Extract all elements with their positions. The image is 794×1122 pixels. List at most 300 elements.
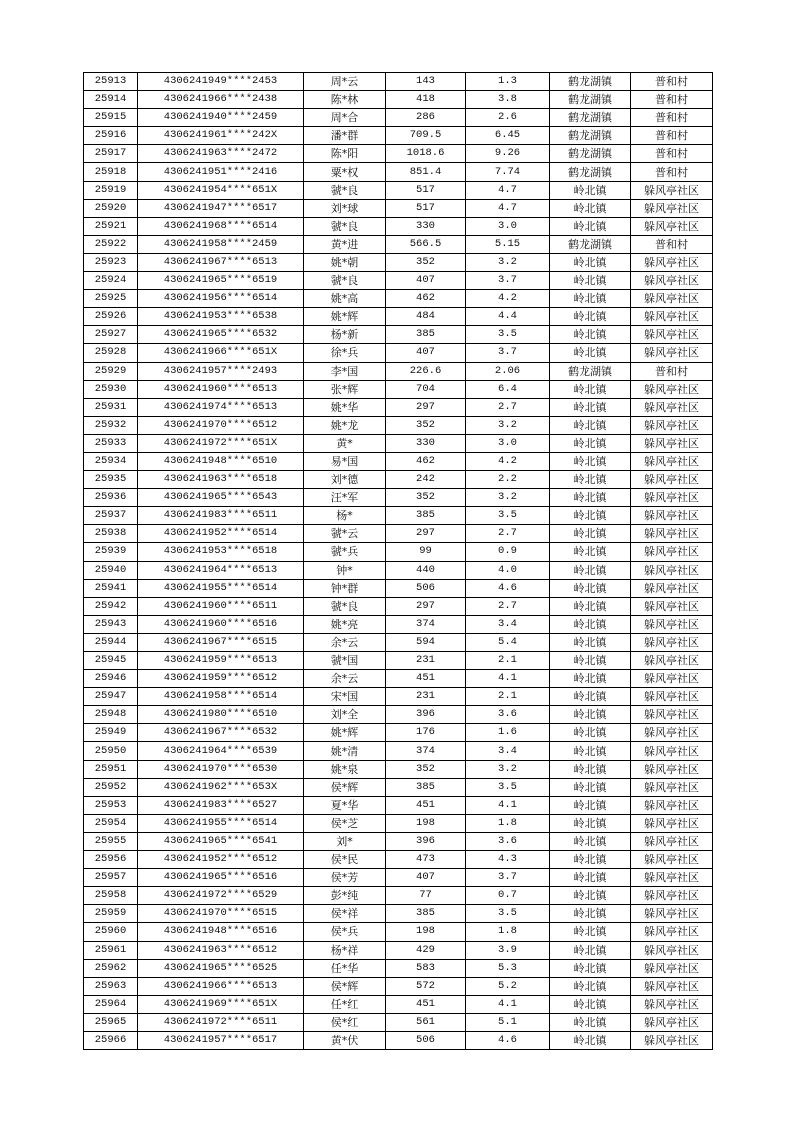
cell-name: 陈*阳 bbox=[304, 145, 386, 163]
table-row bbox=[84, 507, 713, 525]
cell-town: 岭北镇 bbox=[550, 778, 631, 796]
table-row bbox=[84, 253, 713, 271]
cell-serial-number: 25922 bbox=[84, 235, 138, 253]
cell-town: 岭北镇 bbox=[550, 977, 631, 995]
table-row bbox=[84, 217, 713, 235]
cell-id-number: 4306241953****6538 bbox=[138, 308, 304, 326]
cell-serial-number: 25930 bbox=[84, 380, 138, 398]
cell-town: 岭北镇 bbox=[550, 344, 631, 362]
cell-id-number: 4306241959****6512 bbox=[138, 670, 304, 688]
cell-value: 4.6 bbox=[466, 579, 550, 597]
cell-serial-number: 25938 bbox=[84, 525, 138, 543]
cell-village: 躲风亭社区 bbox=[631, 724, 713, 742]
cell-value: 1.8 bbox=[466, 814, 550, 832]
table-row bbox=[84, 290, 713, 308]
cell-amount: 77 bbox=[386, 887, 466, 905]
cell-town: 岭北镇 bbox=[550, 272, 631, 290]
cell-village: 躲风亭社区 bbox=[631, 742, 713, 760]
cell-id-number: 4306241955****6514 bbox=[138, 814, 304, 832]
cell-serial-number: 25946 bbox=[84, 670, 138, 688]
cell-village: 躲风亭社区 bbox=[631, 380, 713, 398]
cell-amount: 297 bbox=[386, 525, 466, 543]
cell-village: 躲风亭社区 bbox=[631, 579, 713, 597]
cell-value: 4.0 bbox=[466, 561, 550, 579]
cell-id-number: 4306241959****6513 bbox=[138, 652, 304, 670]
cell-serial-number: 25961 bbox=[84, 941, 138, 959]
cell-serial-number: 25937 bbox=[84, 507, 138, 525]
cell-village: 躲风亭社区 bbox=[631, 199, 713, 217]
table-row bbox=[84, 199, 713, 217]
cell-town: 岭北镇 bbox=[550, 959, 631, 977]
cell-id-number: 4306241963****6512 bbox=[138, 941, 304, 959]
cell-town: 鹤龙湖镇 bbox=[550, 109, 631, 127]
cell-town: 岭北镇 bbox=[550, 253, 631, 271]
cell-name: 姚*华 bbox=[304, 398, 386, 416]
cell-name: 粟*权 bbox=[304, 163, 386, 181]
cell-serial-number: 25963 bbox=[84, 977, 138, 995]
cell-town: 岭北镇 bbox=[550, 217, 631, 235]
cell-amount: 572 bbox=[386, 977, 466, 995]
cell-value: 3.4 bbox=[466, 615, 550, 633]
cell-village: 普和村 bbox=[631, 235, 713, 253]
cell-value: 3.7 bbox=[466, 869, 550, 887]
cell-name: 钟*群 bbox=[304, 579, 386, 597]
cell-name: 周*云 bbox=[304, 73, 386, 91]
cell-value: 3.0 bbox=[466, 217, 550, 235]
cell-id-number: 4306241965****6516 bbox=[138, 869, 304, 887]
table-row bbox=[84, 869, 713, 887]
cell-town: 岭北镇 bbox=[550, 905, 631, 923]
cell-amount: 1018.6 bbox=[386, 145, 466, 163]
cell-serial-number: 25952 bbox=[84, 778, 138, 796]
cell-value: 4.7 bbox=[466, 199, 550, 217]
cell-town: 岭北镇 bbox=[550, 416, 631, 434]
cell-value: 3.2 bbox=[466, 489, 550, 507]
cell-serial-number: 25935 bbox=[84, 471, 138, 489]
cell-name: 侯*芝 bbox=[304, 814, 386, 832]
table-row bbox=[84, 1031, 713, 1049]
table-row bbox=[84, 525, 713, 543]
cell-value: 0.9 bbox=[466, 543, 550, 561]
cell-town: 岭北镇 bbox=[550, 832, 631, 850]
cell-town: 岭北镇 bbox=[550, 995, 631, 1013]
cell-town: 岭北镇 bbox=[550, 199, 631, 217]
cell-amount: 99 bbox=[386, 543, 466, 561]
cell-amount: 440 bbox=[386, 561, 466, 579]
table-row bbox=[84, 814, 713, 832]
cell-town: 岭北镇 bbox=[550, 308, 631, 326]
cell-amount: 231 bbox=[386, 688, 466, 706]
table-row bbox=[84, 452, 713, 470]
table-row bbox=[84, 959, 713, 977]
cell-name: 姚*辉 bbox=[304, 724, 386, 742]
cell-id-number: 4306241967****6515 bbox=[138, 633, 304, 651]
cell-amount: 352 bbox=[386, 253, 466, 271]
table-row bbox=[84, 923, 713, 941]
cell-id-number: 4306241962****653X bbox=[138, 778, 304, 796]
cell-id-number: 4306241940****2459 bbox=[138, 109, 304, 127]
cell-serial-number: 25942 bbox=[84, 597, 138, 615]
cell-village: 躲风亭社区 bbox=[631, 416, 713, 434]
cell-id-number: 4306241965****6543 bbox=[138, 489, 304, 507]
cell-serial-number: 25955 bbox=[84, 832, 138, 850]
cell-value: 5.2 bbox=[466, 977, 550, 995]
cell-value: 3.9 bbox=[466, 941, 550, 959]
cell-serial-number: 25927 bbox=[84, 326, 138, 344]
cell-village: 躲风亭社区 bbox=[631, 253, 713, 271]
cell-name: 任*华 bbox=[304, 959, 386, 977]
cell-value: 3.6 bbox=[466, 706, 550, 724]
cell-amount: 473 bbox=[386, 851, 466, 869]
cell-village: 躲风亭社区 bbox=[631, 832, 713, 850]
cell-value: 3.7 bbox=[466, 344, 550, 362]
cell-serial-number: 25915 bbox=[84, 109, 138, 127]
cell-amount: 594 bbox=[386, 633, 466, 651]
cell-amount: 451 bbox=[386, 995, 466, 1013]
cell-value: 4.3 bbox=[466, 851, 550, 869]
cell-amount: 143 bbox=[386, 73, 466, 91]
cell-id-number: 4306241949****2453 bbox=[138, 73, 304, 91]
cell-name: 侯*祥 bbox=[304, 905, 386, 923]
cell-town: 岭北镇 bbox=[550, 398, 631, 416]
cell-town: 岭北镇 bbox=[550, 489, 631, 507]
cell-village: 躲风亭社区 bbox=[631, 543, 713, 561]
cell-serial-number: 25966 bbox=[84, 1031, 138, 1049]
cell-amount: 566.5 bbox=[386, 235, 466, 253]
cell-name: 杨* bbox=[304, 507, 386, 525]
cell-id-number: 4306241960****6511 bbox=[138, 597, 304, 615]
cell-town: 岭北镇 bbox=[550, 869, 631, 887]
cell-village: 躲风亭社区 bbox=[631, 507, 713, 525]
cell-village: 躲风亭社区 bbox=[631, 995, 713, 1013]
cell-village: 躲风亭社区 bbox=[631, 977, 713, 995]
cell-id-number: 4306241970****6530 bbox=[138, 760, 304, 778]
cell-id-number: 4306241966****6513 bbox=[138, 977, 304, 995]
cell-name: 钟* bbox=[304, 561, 386, 579]
cell-serial-number: 25940 bbox=[84, 561, 138, 579]
cell-amount: 517 bbox=[386, 181, 466, 199]
table-row bbox=[84, 905, 713, 923]
table-row bbox=[84, 235, 713, 253]
table-row bbox=[84, 471, 713, 489]
table-row bbox=[84, 688, 713, 706]
cell-village: 躲风亭社区 bbox=[631, 326, 713, 344]
cell-village: 躲风亭社区 bbox=[631, 688, 713, 706]
cell-village: 躲风亭社区 bbox=[631, 887, 713, 905]
cell-name: 彭*纯 bbox=[304, 887, 386, 905]
cell-id-number: 4306241948****6510 bbox=[138, 452, 304, 470]
table-row bbox=[84, 1013, 713, 1031]
table-row bbox=[84, 796, 713, 814]
cell-name: 姚*清 bbox=[304, 742, 386, 760]
cell-serial-number: 25924 bbox=[84, 272, 138, 290]
cell-town: 鹤龙湖镇 bbox=[550, 91, 631, 109]
cell-name: 黄*伏 bbox=[304, 1031, 386, 1049]
cell-town: 岭北镇 bbox=[550, 326, 631, 344]
table-row bbox=[84, 597, 713, 615]
cell-serial-number: 25913 bbox=[84, 73, 138, 91]
cell-village: 躲风亭社区 bbox=[631, 561, 713, 579]
cell-name: 余*云 bbox=[304, 633, 386, 651]
cell-id-number: 4306241952****6514 bbox=[138, 525, 304, 543]
cell-village: 躲风亭社区 bbox=[631, 471, 713, 489]
cell-amount: 407 bbox=[386, 272, 466, 290]
cell-name: 潘*群 bbox=[304, 127, 386, 145]
cell-amount: 297 bbox=[386, 597, 466, 615]
cell-id-number: 4306241953****6518 bbox=[138, 543, 304, 561]
table-row bbox=[84, 724, 713, 742]
cell-amount: 396 bbox=[386, 706, 466, 724]
cell-id-number: 4306241947****6517 bbox=[138, 199, 304, 217]
cell-value: 0.7 bbox=[466, 887, 550, 905]
table-row bbox=[84, 272, 713, 290]
cell-value: 5.4 bbox=[466, 633, 550, 651]
cell-village: 普和村 bbox=[631, 163, 713, 181]
cell-id-number: 4306241952****6512 bbox=[138, 851, 304, 869]
cell-value: 3.8 bbox=[466, 91, 550, 109]
cell-name: 虢*良 bbox=[304, 181, 386, 199]
cell-id-number: 4306241955****6514 bbox=[138, 579, 304, 597]
cell-village: 普和村 bbox=[631, 145, 713, 163]
cell-name: 姚*辉 bbox=[304, 308, 386, 326]
table-row bbox=[84, 670, 713, 688]
cell-village: 普和村 bbox=[631, 362, 713, 380]
cell-id-number: 4306241967****6513 bbox=[138, 253, 304, 271]
cell-serial-number: 25947 bbox=[84, 688, 138, 706]
cell-village: 躲风亭社区 bbox=[631, 778, 713, 796]
cell-name: 虢*良 bbox=[304, 217, 386, 235]
cell-id-number: 4306241972****6529 bbox=[138, 887, 304, 905]
cell-name: 姚*泉 bbox=[304, 760, 386, 778]
cell-amount: 231 bbox=[386, 652, 466, 670]
cell-serial-number: 25953 bbox=[84, 796, 138, 814]
cell-serial-number: 25943 bbox=[84, 615, 138, 633]
cell-value: 4.1 bbox=[466, 670, 550, 688]
cell-name: 陈*林 bbox=[304, 91, 386, 109]
cell-amount: 330 bbox=[386, 217, 466, 235]
cell-value: 4.2 bbox=[466, 452, 550, 470]
cell-village: 躲风亭社区 bbox=[631, 1013, 713, 1031]
cell-serial-number: 25929 bbox=[84, 362, 138, 380]
cell-value: 1.3 bbox=[466, 73, 550, 91]
table-row bbox=[84, 434, 713, 452]
cell-amount: 374 bbox=[386, 615, 466, 633]
cell-village: 躲风亭社区 bbox=[631, 652, 713, 670]
cell-amount: 418 bbox=[386, 91, 466, 109]
cell-amount: 451 bbox=[386, 670, 466, 688]
cell-village: 躲风亭社区 bbox=[631, 272, 713, 290]
cell-town: 岭北镇 bbox=[550, 670, 631, 688]
cell-serial-number: 25917 bbox=[84, 145, 138, 163]
cell-village: 躲风亭社区 bbox=[631, 869, 713, 887]
cell-amount: 396 bbox=[386, 832, 466, 850]
table-row bbox=[84, 633, 713, 651]
cell-town: 岭北镇 bbox=[550, 742, 631, 760]
cell-name: 姚*高 bbox=[304, 290, 386, 308]
cell-id-number: 4306241974****6513 bbox=[138, 398, 304, 416]
cell-serial-number: 25916 bbox=[84, 127, 138, 145]
cell-name: 任*红 bbox=[304, 995, 386, 1013]
cell-value: 2.1 bbox=[466, 688, 550, 706]
table-row bbox=[84, 832, 713, 850]
cell-value: 2.2 bbox=[466, 471, 550, 489]
cell-name: 刘*德 bbox=[304, 471, 386, 489]
cell-id-number: 4306241972****6511 bbox=[138, 1013, 304, 1031]
cell-village: 躲风亭社区 bbox=[631, 615, 713, 633]
cell-id-number: 4306241965****6525 bbox=[138, 959, 304, 977]
cell-serial-number: 25919 bbox=[84, 181, 138, 199]
cell-serial-number: 25926 bbox=[84, 308, 138, 326]
cell-serial-number: 25954 bbox=[84, 814, 138, 832]
cell-village: 躲风亭社区 bbox=[631, 796, 713, 814]
cell-town: 鹤龙湖镇 bbox=[550, 163, 631, 181]
cell-value: 7.74 bbox=[466, 163, 550, 181]
cell-name: 周*合 bbox=[304, 109, 386, 127]
cell-town: 鹤龙湖镇 bbox=[550, 362, 631, 380]
cell-serial-number: 25951 bbox=[84, 760, 138, 778]
cell-serial-number: 25933 bbox=[84, 434, 138, 452]
cell-amount: 385 bbox=[386, 778, 466, 796]
cell-name: 虢*良 bbox=[304, 597, 386, 615]
cell-town: 鹤龙湖镇 bbox=[550, 235, 631, 253]
cell-serial-number: 25931 bbox=[84, 398, 138, 416]
cell-id-number: 4306241983****6527 bbox=[138, 796, 304, 814]
cell-name: 姚*亮 bbox=[304, 615, 386, 633]
cell-value: 5.15 bbox=[466, 235, 550, 253]
cell-village: 躲风亭社区 bbox=[631, 525, 713, 543]
cell-serial-number: 25964 bbox=[84, 995, 138, 1013]
table-row bbox=[84, 995, 713, 1013]
cell-amount: 242 bbox=[386, 471, 466, 489]
cell-village: 躲风亭社区 bbox=[631, 452, 713, 470]
cell-amount: 583 bbox=[386, 959, 466, 977]
table-row bbox=[84, 398, 713, 416]
cell-town: 岭北镇 bbox=[550, 706, 631, 724]
cell-value: 3.5 bbox=[466, 507, 550, 525]
data-table bbox=[83, 72, 713, 1050]
cell-town: 岭北镇 bbox=[550, 597, 631, 615]
cell-village: 躲风亭社区 bbox=[631, 851, 713, 869]
cell-village: 躲风亭社区 bbox=[631, 597, 713, 615]
cell-value: 4.4 bbox=[466, 308, 550, 326]
cell-value: 3.0 bbox=[466, 434, 550, 452]
cell-value: 2.6 bbox=[466, 109, 550, 127]
cell-value: 1.8 bbox=[466, 923, 550, 941]
cell-name: 侯*民 bbox=[304, 851, 386, 869]
cell-value: 1.6 bbox=[466, 724, 550, 742]
cell-town: 岭北镇 bbox=[550, 1013, 631, 1031]
table-row bbox=[84, 941, 713, 959]
table-row bbox=[84, 742, 713, 760]
cell-id-number: 4306241960****6516 bbox=[138, 615, 304, 633]
table-row bbox=[84, 380, 713, 398]
cell-village: 躲风亭社区 bbox=[631, 814, 713, 832]
cell-amount: 226.6 bbox=[386, 362, 466, 380]
cell-town: 岭北镇 bbox=[550, 579, 631, 597]
cell-name: 夏*华 bbox=[304, 796, 386, 814]
cell-village: 躲风亭社区 bbox=[631, 923, 713, 941]
cell-name: 刘*球 bbox=[304, 199, 386, 217]
cell-village: 躲风亭社区 bbox=[631, 670, 713, 688]
cell-serial-number: 25932 bbox=[84, 416, 138, 434]
cell-id-number: 4306241980****6510 bbox=[138, 706, 304, 724]
cell-value: 4.1 bbox=[466, 995, 550, 1013]
table-body bbox=[84, 73, 713, 1050]
table-row bbox=[84, 127, 713, 145]
cell-id-number: 4306241961****242X bbox=[138, 127, 304, 145]
cell-value: 2.7 bbox=[466, 398, 550, 416]
cell-village: 躲风亭社区 bbox=[631, 941, 713, 959]
cell-serial-number: 25950 bbox=[84, 742, 138, 760]
cell-name: 黄*进 bbox=[304, 235, 386, 253]
cell-amount: 517 bbox=[386, 199, 466, 217]
cell-value: 3.2 bbox=[466, 760, 550, 778]
cell-id-number: 4306241963****6518 bbox=[138, 471, 304, 489]
cell-village: 躲风亭社区 bbox=[631, 633, 713, 651]
table-row bbox=[84, 706, 713, 724]
table-row bbox=[84, 91, 713, 109]
cell-value: 2.7 bbox=[466, 597, 550, 615]
cell-id-number: 4306241958****2459 bbox=[138, 235, 304, 253]
cell-id-number: 4306241965****6519 bbox=[138, 272, 304, 290]
cell-town: 岭北镇 bbox=[550, 633, 631, 651]
cell-village: 普和村 bbox=[631, 109, 713, 127]
table-row bbox=[84, 615, 713, 633]
cell-town: 岭北镇 bbox=[550, 923, 631, 941]
table-row bbox=[84, 977, 713, 995]
cell-serial-number: 25918 bbox=[84, 163, 138, 181]
cell-serial-number: 25934 bbox=[84, 452, 138, 470]
cell-town: 岭北镇 bbox=[550, 290, 631, 308]
cell-town: 岭北镇 bbox=[550, 887, 631, 905]
cell-village: 躲风亭社区 bbox=[631, 706, 713, 724]
cell-id-number: 4306241963****2472 bbox=[138, 145, 304, 163]
cell-village: 躲风亭社区 bbox=[631, 181, 713, 199]
cell-village: 躲风亭社区 bbox=[631, 1031, 713, 1049]
cell-id-number: 4306241956****6514 bbox=[138, 290, 304, 308]
cell-village: 躲风亭社区 bbox=[631, 344, 713, 362]
table-row bbox=[84, 851, 713, 869]
cell-name: 虢*国 bbox=[304, 652, 386, 670]
cell-village: 躲风亭社区 bbox=[631, 290, 713, 308]
cell-id-number: 4306241983****6511 bbox=[138, 507, 304, 525]
cell-amount: 374 bbox=[386, 742, 466, 760]
table-row bbox=[84, 163, 713, 181]
cell-serial-number: 25948 bbox=[84, 706, 138, 724]
cell-id-number: 4306241965****6532 bbox=[138, 326, 304, 344]
cell-value: 3.2 bbox=[466, 416, 550, 434]
cell-id-number: 4306241970****6515 bbox=[138, 905, 304, 923]
cell-town: 岭北镇 bbox=[550, 760, 631, 778]
cell-amount: 851.4 bbox=[386, 163, 466, 181]
cell-town: 岭北镇 bbox=[550, 688, 631, 706]
cell-value: 4.7 bbox=[466, 181, 550, 199]
cell-town: 岭北镇 bbox=[550, 615, 631, 633]
cell-amount: 451 bbox=[386, 796, 466, 814]
cell-name: 姚*朝 bbox=[304, 253, 386, 271]
cell-id-number: 4306241965****6541 bbox=[138, 832, 304, 850]
cell-name: 侯*红 bbox=[304, 1013, 386, 1031]
cell-id-number: 4306241948****6516 bbox=[138, 923, 304, 941]
cell-id-number: 4306241958****6514 bbox=[138, 688, 304, 706]
cell-village: 普和村 bbox=[631, 73, 713, 91]
table-row bbox=[84, 145, 713, 163]
cell-value: 6.45 bbox=[466, 127, 550, 145]
cell-name: 徐*兵 bbox=[304, 344, 386, 362]
cell-value: 3.5 bbox=[466, 778, 550, 796]
cell-village: 普和村 bbox=[631, 91, 713, 109]
cell-town: 岭北镇 bbox=[550, 507, 631, 525]
